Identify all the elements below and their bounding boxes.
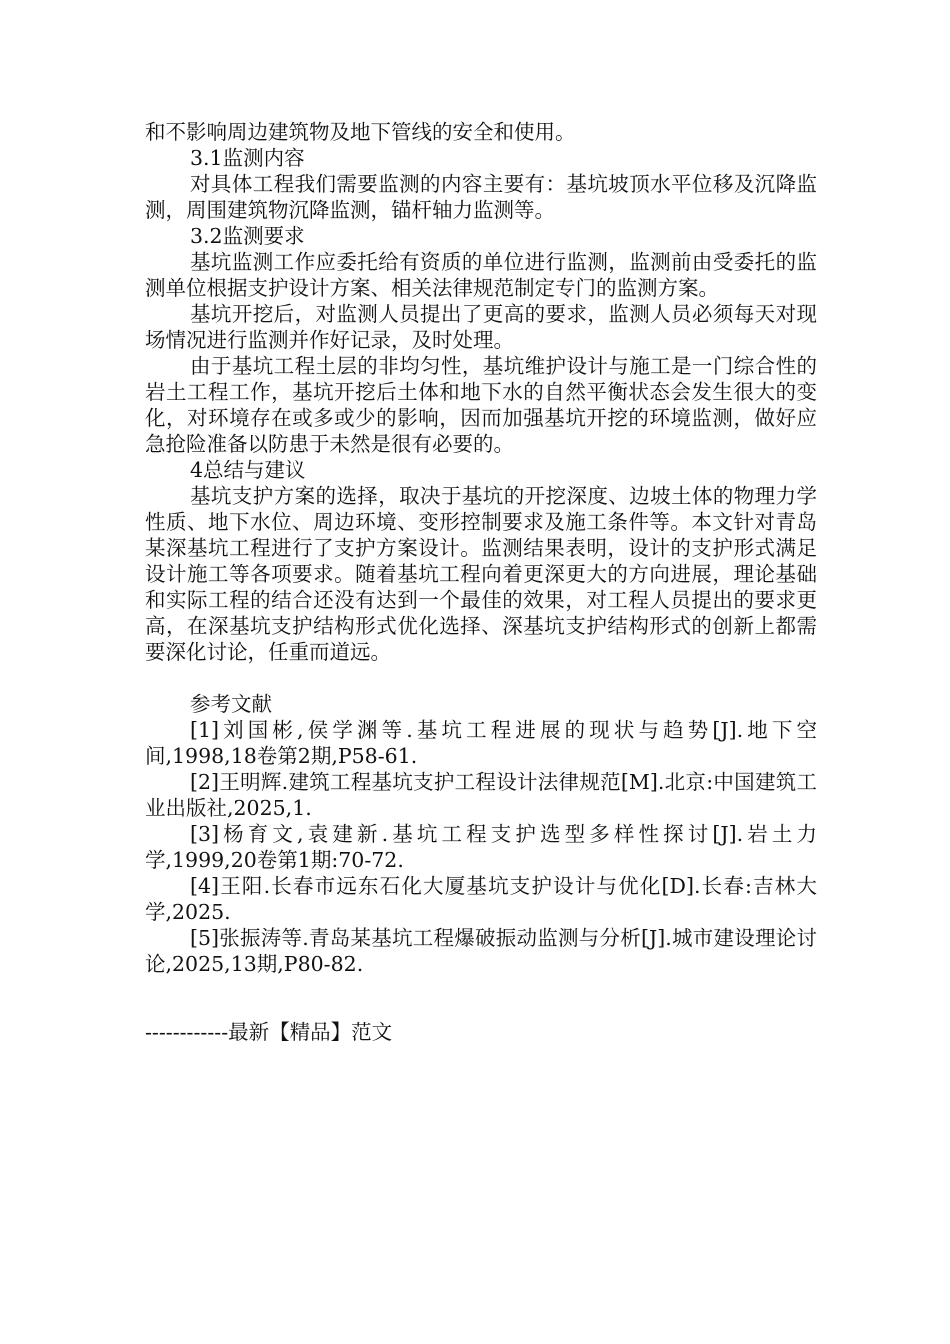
footer-note: ------------最新【精品】范文 — [145, 1020, 393, 1044]
document-body — [145, 119, 817, 977]
reference-item: [3]杨育文,袁建新.基坑工程支护选型多样性探讨[J].岩土力学,1999,20卷第1期:70-72. — [145, 822, 817, 872]
section-heading-3-2: 3.2监测要求 — [190, 224, 305, 248]
references-title: 参考文献 — [190, 692, 272, 716]
reference-item: [1]刘国彬,侯学渊等.基坑工程进展的现状与趋势[J].地下空间,1998,18卷第2期,P58-61. — [145, 718, 817, 768]
paragraph-monitoring-requirements-b: 基坑开挖后，对监测人员提出了更高的要求，监测人员必须每天对现场情况进行监测并作好记录，及时处理。 — [145, 302, 817, 352]
paragraph-continuation: 和不影响周边建筑物及地下管线的安全和使用。 — [145, 120, 576, 144]
paragraph-monitoring-requirements-c: 由于基坑工程土层的非均匀性，基坑维护设计与施工是一门综合性的岩土工程工作，基坑开挖后土体和地下水的自然平衡状态会发生很大的变化，对环境存在或多或少的影响，因而加强基坑开挖的环境监测，做好应急抢险准备以防患于未然是很有必要的。 — [145, 354, 817, 456]
reference-item: [2]王明辉.建筑工程基坑支护工程设计法律规范[M].北京:中国建筑工业出版社,2025,1. — [145, 770, 817, 820]
paragraph-monitoring-content: 对具体工程我们需要监测的内容主要有：基坑坡顶水平位移及沉降监测，周围建筑物沉降监测，锚杆轴力监测等。 — [145, 172, 817, 222]
section-heading-3-1: 3.1监测内容 — [190, 146, 305, 170]
reference-item: [5]张振涛等.青岛某基坑工程爆破振动监测与分析[J].城市建设理论讨论,2025,13期,P80-82. — [145, 926, 817, 976]
paragraph-monitoring-requirements-a: 基坑监测工作应委托给有资质的单位进行监测，监测前由受委托的监测单位根据支护设计方案、相关法律规范制定专门的监测方案。 — [145, 250, 817, 300]
reference-item: [4]王阳.长春市远东石化大厦基坑支护设计与优化[D].长春:吉林大学,2025. — [145, 874, 817, 924]
blank-line — [145, 665, 817, 691]
reference-list — [145, 717, 817, 977]
paragraph-conclusion: 基坑支护方案的选择，取决于基坑的开挖深度、边坡土体的物理力学性质、地下水位、周边环境、变形控制要求及施工条件等。本文针对青岛某深基坑工程进行了支护方案设计。监测结果表明，设计的支护形式满足设计施工等各项要求。随着基坑工程向着更深更大的方向进展，理论基础和实际工程的结合还没有达到一个最佳的效果，对工程人员提出的要求更高，在深基坑支护结构形式优化选择、深基坑支护结构形式的创新上都需要深化讨论，任重而道远。 — [145, 484, 817, 664]
section-heading-4: 4总结与建议 — [190, 458, 306, 482]
